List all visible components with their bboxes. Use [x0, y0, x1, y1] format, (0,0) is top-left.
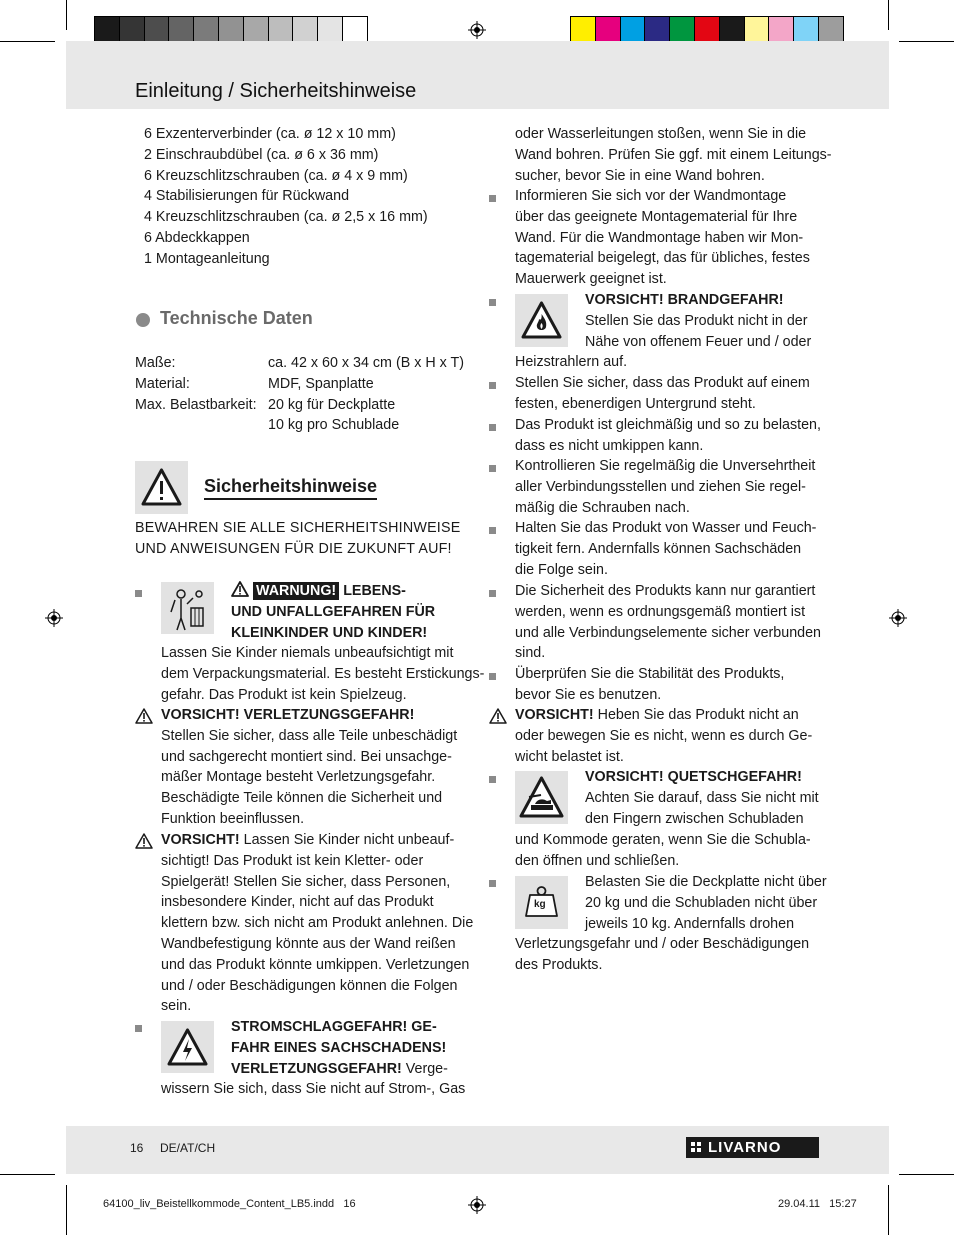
- shock-text: wissern Sie sich, dass Sie nicht auf Strom-, Gas: [161, 1081, 466, 1097]
- page-number: 16: [130, 1141, 144, 1155]
- warning-text: Lassen Sie Kinder niemals unbeaufsichtigt mit dem Verpackungsmaterial. Es besteht Erstickungs- gefahr. Das Produkt ist kein Spielzeug.: [161, 645, 485, 703]
- bullet: [489, 527, 496, 534]
- child-icon: [161, 582, 214, 634]
- page-title: Einleitung / Sicherheitshinweise: [135, 80, 417, 102]
- warning-badge: WARNUNG!: [253, 582, 339, 600]
- bullet: [489, 880, 496, 887]
- bullet: [135, 590, 142, 597]
- parts-item: 1 Montageanleitung: [144, 250, 270, 267]
- registration-mark-icon: [45, 609, 63, 627]
- registration-mark-icon: [468, 1196, 486, 1214]
- color-swatch: [292, 16, 318, 43]
- bullet: [489, 299, 496, 306]
- bullet: [489, 465, 496, 472]
- color-swatch: [317, 16, 343, 43]
- color-swatch: [620, 16, 646, 43]
- warning-triangle-icon: [135, 708, 153, 724]
- color-swatch: [144, 16, 170, 43]
- pinch-hazard-icon: [515, 771, 568, 824]
- tech-table: [135, 353, 475, 436]
- list-item: Halten Sie das Produkt von Wasser und Feuch- tigkeit fern. Andernfalls können Sachschäden die Folge sein.: [515, 520, 817, 578]
- parts-item: 2 Einschraubdübel (ca. ø 6 x 36 mm): [144, 146, 379, 163]
- shock-icon-box: [161, 1021, 214, 1073]
- tech-label: Material:: [135, 375, 190, 392]
- bullet: [489, 382, 496, 389]
- color-swatch: [669, 16, 695, 43]
- keep-notice: BEWAHREN SIE ALLE SICHERHEITSHINWEISE UND ANWEISUNGEN FÜR DIE ZUKUNFT AUF!: [135, 520, 461, 557]
- crop-mark: [66, 0, 67, 30]
- tech-value: MDF, Spanplatte: [268, 375, 374, 392]
- list-item: Stellen Sie sicher, dass das Produkt auf einem festen, ebenerdigen Untergrund steht.: [515, 375, 810, 412]
- brand-logo: LIVARNO: [686, 1137, 819, 1158]
- color-swatch: [243, 16, 269, 43]
- logo-mark-icon: [691, 1142, 703, 1153]
- color-swatch: [818, 16, 844, 43]
- warning-triangle-icon: [231, 581, 249, 597]
- tech-value: ca. 42 x 60 x 34 cm (B x H x T): [268, 355, 464, 371]
- tech-value: 10 kg pro Schublade: [268, 417, 400, 434]
- crop-mark: [66, 1185, 67, 1235]
- color-swatch: [694, 16, 720, 43]
- parts-item: 4 Kreuzschlitzschrauben (ca. ø 2,5 x 16 mm): [144, 209, 428, 226]
- color-swatch: [570, 16, 596, 43]
- warning-triangle-icon: [489, 708, 507, 724]
- date-slug: 29.04.11 15:27: [778, 1198, 857, 1210]
- bullet: [489, 195, 496, 202]
- parts-list: [144, 124, 474, 270]
- crop-mark: [0, 41, 55, 42]
- tech-heading: Technische Daten: [160, 308, 313, 328]
- gray-color-bar: [94, 16, 367, 43]
- bullet: [135, 1025, 142, 1032]
- bullet: [489, 673, 496, 680]
- process-color-bar: [570, 16, 843, 43]
- pinch-text: und Kommode geraten, wenn Sie die Schubla- den öffnen und schließen.: [515, 832, 811, 869]
- list-item: Das Produkt ist gleichmäßig und so zu belasten, dass es nicht umkippen kann.: [515, 417, 821, 454]
- list-item: Kontrollieren Sie regelmäßig die Unversehrtheit aller Verbindungsstellen und ziehen Sie regel- mäßig die Schrauben nach.: [515, 458, 816, 516]
- fire-icon: [515, 294, 568, 347]
- parts-item: 6 Abdeckkappen: [144, 229, 250, 246]
- tech-label: Maße:: [135, 355, 176, 371]
- color-swatch: [719, 16, 745, 43]
- color-swatch: [595, 16, 621, 43]
- electric-shock-icon: [161, 1021, 214, 1073]
- kg-label: kg: [534, 899, 546, 910]
- parts-item: 6 Exzenterverbinder (ca. ø 12 x 10 mm): [144, 126, 396, 142]
- fire-block: VORSICHT! BRANDGEFAHR! Stellen Sie das Produkt nicht in der Nähe von offenem Feuer und / oder: [585, 292, 812, 350]
- shock-title: STROMSCHLAGGEFAHR! GE- FAHR EINES SACHSCHADENS! VERLETZUNGSGEFAHR! Verge-: [231, 1019, 448, 1077]
- color-swatch: [268, 16, 294, 43]
- bullet: [489, 776, 496, 783]
- warning-triangle-icon: [135, 461, 188, 514]
- caution-block: VORSICHT! Lassen Sie Kinder nicht unbeauf- sichtigt! Das Produkt ist kein Kletter- oder Spielgerät! Stellen Sie sicher, dass Personen, insbesondere Kinder, nicht auf das Produkt klettern bzw. sich nicht am Produkt anlehnen. Die Wandbefestigung könnte aus der Wand reißen und das Produkt könnte umkippen. Verletzungen und / oder Beschädigungen können die Folgen sein.: [161, 832, 474, 1015]
- safety-heading: Sicherheitshinweise: [204, 476, 377, 497]
- load-text: Verletzungsgefahr und / oder Beschädigungen des Produkts.: [515, 936, 810, 973]
- color-swatch: [193, 16, 219, 43]
- mount-text: Informieren Sie sich vor der Wandmontage über das geeignete Montagematerial für Ihre Wand. Für die Wandmontage haben wir Mon- tagematerial beigelegt, das für übliches, festes Mauerwerk geeignet ist.: [515, 188, 810, 288]
- injury-block: VORSICHT! VERLETZUNGSGEFAHR! Stellen Sie sicher, dass alle Teile unbeschädigt und sachgerecht montiert sind. Bei unsachge- mäßer Montage besteht Verletzungsgefahr. Beschädigte Teile können die Sicherheit und Funktion beeinflussen.: [161, 707, 458, 827]
- color-swatch: [793, 16, 819, 43]
- file-slug: 64100_liv_Beistellkommode_Content_LB5.indd 16: [103, 1198, 356, 1210]
- parts-item: 4 Stabilisierungen für Rückwand: [144, 188, 350, 205]
- language-code: DE/AT/CH: [160, 1141, 216, 1155]
- registration-mark-icon: [468, 21, 486, 39]
- continued-text: oder Wasserleitungen stoßen, wenn Sie in die Wand bohren. Prüfen Sie ggf. mit einem Leitungs- sucher, bevor Sie in eine Wand bohren.: [515, 126, 832, 184]
- tech-value: 20 kg für Deckplatte: [268, 396, 396, 413]
- crop-mark: [888, 1185, 889, 1235]
- color-swatch: [644, 16, 670, 43]
- list-item: Die Sicherheit des Produkts kann nur garantiert werden, wenn es ordnungsgemäß montiert ist und alle Verbindungselemente sicher verbunden sind.: [515, 583, 822, 662]
- pinch-icon-box: [515, 771, 568, 824]
- load-block: Belasten Sie die Deckplatte nicht über 20 kg und die Schubladen nicht über jeweils 10 kg. Andernfalls drohen: [585, 874, 827, 932]
- color-swatch: [168, 16, 194, 43]
- move-block: VORSICHT! Heben Sie das Produkt nicht an oder bewegen Sie es nicht, wenn es durch Ge- wicht belastet ist.: [515, 707, 813, 765]
- list-item: Überprüfen Sie die Stabilität des Produkts, bevor Sie es benutzen.: [515, 666, 785, 703]
- color-swatch: [744, 16, 770, 43]
- crop-mark: [0, 1174, 55, 1175]
- bullet: [489, 424, 496, 431]
- section-bullet-icon: [136, 313, 150, 327]
- crop-mark: [899, 1174, 954, 1175]
- crop-mark: [899, 41, 954, 42]
- fire-icon-box: [515, 294, 568, 347]
- fire-text: Heizstrahlern auf.: [515, 354, 628, 370]
- warning-box: [135, 461, 188, 514]
- parts-item: 6 Kreuzschlitzschrauben (ca. ø 4 x 9 mm): [144, 167, 408, 184]
- children-icon-box: [161, 582, 214, 634]
- crop-mark: [888, 0, 889, 30]
- weight-icon-box: [515, 876, 568, 929]
- color-swatch: [218, 16, 244, 43]
- bullet: [489, 590, 496, 597]
- tech-label: Max. Belastbarkeit:: [135, 396, 257, 413]
- color-swatch: [119, 16, 145, 43]
- warning-triangle-icon: [135, 833, 153, 849]
- color-swatch: [94, 16, 120, 43]
- color-swatch: [768, 16, 794, 43]
- pinch-block: VORSICHT! QUETSCHGEFAHR! Achten Sie darauf, dass Sie nicht mit den Fingern zwischen Schubladen: [585, 769, 819, 827]
- registration-mark-icon: [889, 609, 907, 627]
- color-swatch: [342, 16, 368, 43]
- warning-title: WARNUNG! LEBENS- UND UNFALLGEFAHREN FÜR KLEINKINDER UND KINDER!: [231, 583, 436, 641]
